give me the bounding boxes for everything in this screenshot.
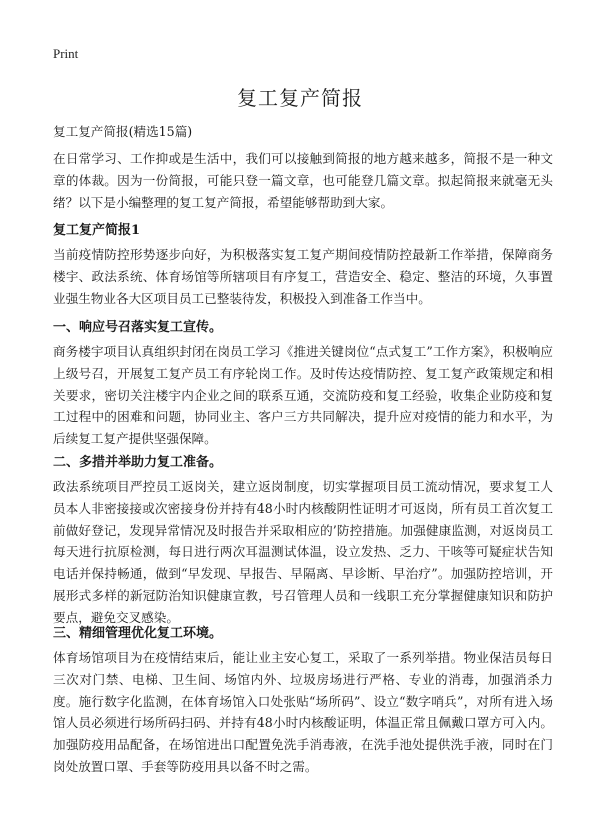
point-2-heading: 二、多措并举助力复工准备。 <box>53 455 223 470</box>
point-1-body: 商务楼宇项目认真组织封闭在岗员工学习《推进关键岗位“点式复工”工作方案》，积极响应上级号召，开展复工复产员工有序轮岗工作。及时传达疫情防控、复工复产政策规定和相关要求，密切关注楼宇内企业之间的联系互通，交流防疫和复工经验，收集企业防疫和复工过程中的困难和问题，协同业主、客户三方共同解决，提升应对疫情的能力和水平，为后续复工复产提供坚强保障。 <box>53 344 553 447</box>
section-title: 复工复产简报1 <box>53 223 141 238</box>
point-2-body: 政法系统项目严控员工返岗关，建立返岗制度，切实掌握项目员工流动情况，要求复工人员本人非密接接或次密接身份并持有48小时内核酸阴性证明才可返岗，所有员工首次复工前做好登记，发现异常情况及时报告并采取相应的’防控措施。加强健康监测，对返岗员工每天进行抗原检测，每日进行两次耳温测试体温，设立发热、乏力、干咳等可疑症状告知电话并保持畅通，做到“早发现、早报告、早隔离、早诊断、早治疗”。加强防控培训，开展形式多样的新冠防治知识健康宣教，号召管理人员和一线职工充分掌握健康知识和防护要点，避免交叉感染。 <box>53 479 553 625</box>
document-subtitle: 复工复产简报(精选15篇) <box>53 124 193 139</box>
point-3-body: 体育场馆项目为在疫情结束后，能让业主安心复工，采取了一系列举措。物业保洁员每日三次对门禁、电梯、卫生间、场馆内外、垃圾房场进行严格、专业的消毒，加强消杀力度。施行数字化监测，在体育场馆入口处张贴“场所码”、设立“数字哨兵”，对所有进入场馆人员必须进行场所码扫码、并持有48小时内核酸证明，体温正常且佩戴口罩方可入内。加强防疫用品配备，在场馆进出口配置免洗手消毒液，在洗手池处提供洗手液，同时在门岗处放置口罩、手套等防疫用具以备不时之需。 <box>53 650 553 774</box>
print-link[interactable]: Print <box>53 46 79 61</box>
point-3-heading: 三、精细管理优化复工环境。 <box>53 626 223 641</box>
section-intro-paragraph: 当前疫情防控形势逐步向好，为积极落实复工复产期间疫情防控最新工作举措，保障商务楼宇、政法系统、体育场馆等所辖项目有序复工，营造安全、稳定、整洁的环境，久事置业强生物业各大区项目员工已整装待发，积极投入到准备工作当中。 <box>53 247 553 306</box>
point-1-heading: 一、响应号召落实复工宣传。 <box>53 320 223 335</box>
page-title: 复工复产简报 <box>237 86 363 110</box>
intro-paragraph: 在日常学习、工作抑或是生活中，我们可以接触到简报的地方越来越多，简报不是一种文章的体裁。因为一份简报，可能只登一篇文章，也可能登几篇文章。拟起简报来就毫无头绪？以下是小编整理的复工复产简报，希望能够帮助到大家。 <box>53 151 553 210</box>
